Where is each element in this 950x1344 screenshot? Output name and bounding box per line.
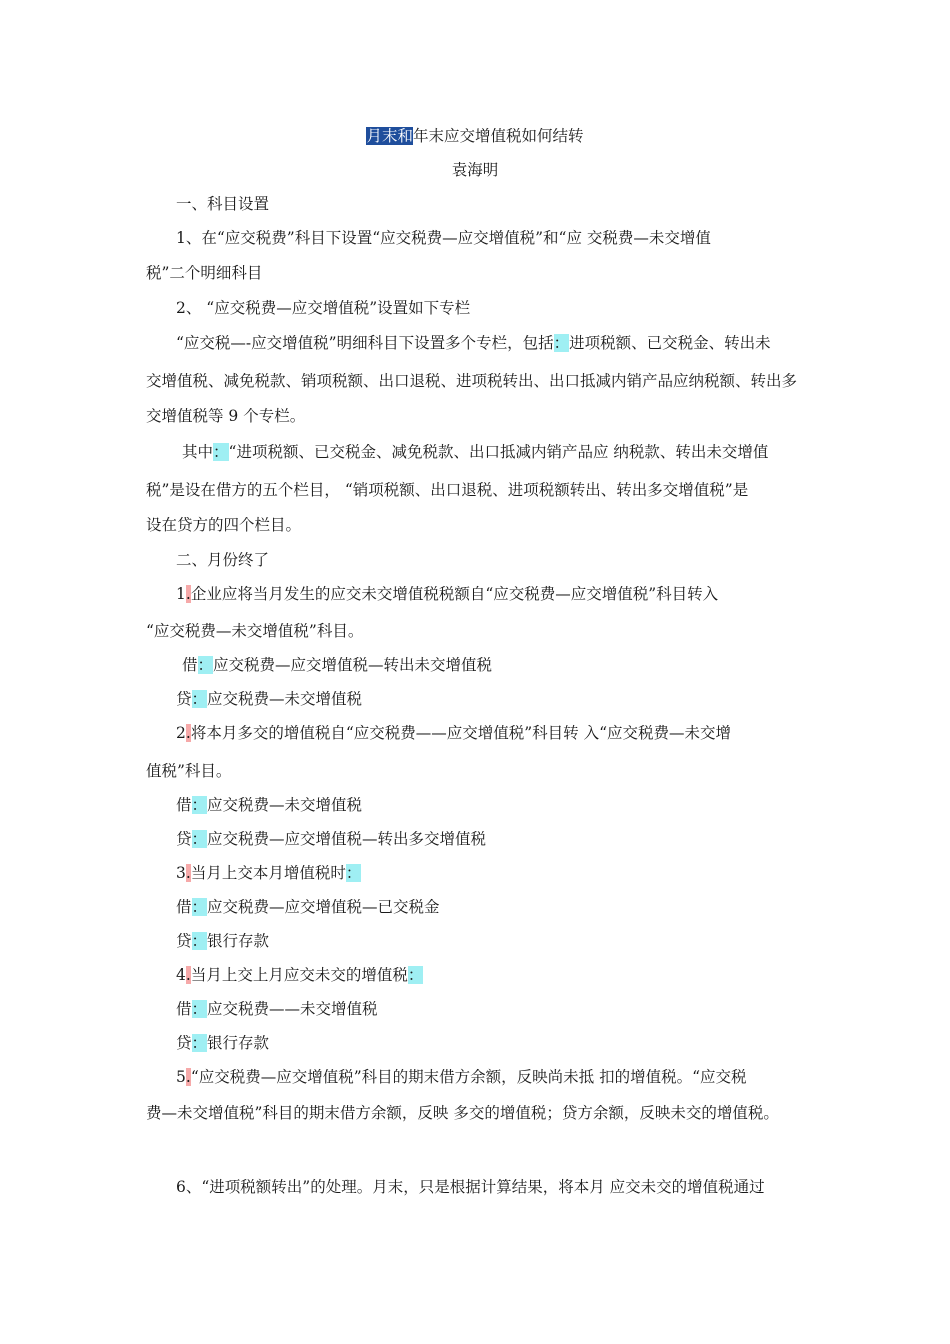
credit-colon: ：: [191, 690, 208, 708]
s1-para1-colon: ：: [553, 334, 570, 352]
s1-para2-colon: ：: [213, 443, 229, 461]
s2-item4: [176, 965, 423, 985]
page-title: [0, 126, 950, 146]
s1-item1-line2: 税”二个明细科目: [146, 264, 263, 282]
s2-item3: [176, 863, 361, 883]
s2-item5-dot: .: [185, 1068, 191, 1086]
s1-para1-line3: 交增值税等 9 个专栏。: [146, 407, 306, 425]
title-rest: 年末应交增值税如何结转: [413, 127, 584, 145]
s2-item2-line2: 值税”科目。: [146, 762, 232, 780]
s2-item4-dot: .: [185, 966, 191, 984]
credit-label: 贷: [176, 932, 192, 950]
credit-colon: ：: [191, 932, 208, 950]
debit-label: 借: [176, 898, 192, 916]
s2-item4-number: 4: [176, 966, 186, 984]
s2-item5-number: 5: [176, 1068, 186, 1086]
s2-entry2-credit: [176, 829, 486, 849]
s2-entry3-debit: [176, 897, 440, 917]
debit-text: 应交税费—应交增值税—转出未交增值税: [213, 656, 493, 674]
s2-item4-colon: ：: [407, 966, 424, 984]
s1-para1-line1: [176, 333, 771, 353]
s1-para2-line2: 税”是设在借方的五个栏目， “销项税额、出口退税、进项税额转出、转出多交增值税”是: [146, 481, 749, 499]
s2-entry3-credit: [176, 931, 269, 951]
s2-entry4-credit: [176, 1033, 269, 1053]
s2-item3-colon: ：: [345, 864, 362, 882]
debit-colon: ：: [191, 898, 208, 916]
s2-entry4-debit: [176, 999, 378, 1019]
s2-item3-number: 3: [176, 864, 186, 882]
s1-para2-line3: 设在贷方的四个栏目。: [146, 516, 302, 534]
debit-text: 应交税费—应交增值税—已交税金: [207, 898, 440, 916]
s2-item5-text: “应交税费—应交增值税”科目的期末借方余额，反映尚未抵 扣的增值税。“应交税: [190, 1068, 747, 1086]
s2-item4-text: 当月上交上月应交未交的增值税: [190, 966, 408, 984]
credit-text: 应交税费—未交增值税: [207, 690, 363, 708]
credit-colon: ：: [191, 830, 208, 848]
s1-para2-post: “进项税额、已交税金、减免税款、出口抵减内销产品应 纳税款、转出未交增值: [228, 443, 769, 461]
s1-item2: 2、 “应交税费—应交增值税”设置如下专栏: [176, 299, 471, 317]
debit-colon: ：: [191, 796, 208, 814]
s2-item2-line1: [176, 723, 731, 743]
s2-item1-number: 1: [176, 585, 186, 603]
s1-para1-pre: “应交税—-应交增值税”明细科目下设置多个专栏，包括: [176, 334, 554, 352]
debit-text: 应交税费——未交增值税: [207, 1000, 378, 1018]
title-highlight: 月末和: [366, 127, 413, 145]
section1-heading: 一、科目设置: [176, 195, 270, 213]
credit-text: 应交税费—应交增值税—转出多交增值税: [207, 830, 487, 848]
s2-entry2-debit: [176, 795, 362, 815]
s2-item5-line2: 费—未交增值税”科目的期末借方余额，反映 多交的增值税；贷方余额，反映未交的增值税。: [146, 1104, 779, 1122]
s2-item1-text: 企业应将当月发生的应交未交增值税税额自“应交税费—应交增值税”科目转入: [190, 585, 719, 603]
s1-para1-post: 进项税额、已交税金、转出未: [569, 334, 771, 352]
s1-para2-line1: [182, 442, 768, 462]
credit-colon: ：: [191, 1034, 208, 1052]
debit-colon: ：: [197, 656, 214, 674]
section2-heading: 二、月份终了: [176, 551, 270, 569]
s2-item6: 6、“进项税额转出”的处理。月末，只是根据计算结果，将本月 应交未交的增值税通过: [176, 1178, 765, 1196]
s1-item1-line1: 1、在“应交税费”科目下设置“应交税费—应交增值税”和“应 交税费—未交增值: [176, 229, 711, 247]
author: 袁海明: [451, 161, 499, 179]
s2-entry1-debit: [182, 655, 492, 675]
debit-colon: ：: [191, 1000, 208, 1018]
s2-item5-line1: [176, 1067, 747, 1087]
credit-label: 贷: [176, 830, 192, 848]
debit-label: 借: [176, 1000, 192, 1018]
s2-item3-text: 当月上交本月增值税时: [190, 864, 346, 882]
debit-label: 借: [176, 796, 192, 814]
debit-text: 应交税费—未交增值税: [207, 796, 363, 814]
s1-para2-pre: 其中: [182, 443, 214, 461]
s2-item1-dot: .: [185, 585, 191, 603]
s2-item3-dot: .: [185, 864, 191, 882]
s2-item2-dot: .: [185, 724, 191, 742]
credit-label: 贷: [176, 1034, 192, 1052]
s2-item2-number: 2: [176, 724, 186, 742]
s2-item1-line1: [176, 584, 718, 604]
s2-entry1-credit: [176, 689, 362, 709]
credit-label: 贷: [176, 690, 192, 708]
s2-item2-text: 将本月多交的增值税自“应交税费——应交增值税”科目转 入“应交税费—未交增: [190, 724, 732, 742]
debit-label: 借: [182, 656, 198, 674]
s2-item1-line2: “应交税费—未交增值税”科目。: [146, 622, 364, 640]
credit-text: 银行存款: [207, 1034, 270, 1052]
credit-text: 银行存款: [207, 932, 270, 950]
s1-para1-line2: 交增值税、减免税款、销项税额、出口退税、进项税转出、出口抵减内销产品应纳税额、转出多: [146, 372, 798, 390]
